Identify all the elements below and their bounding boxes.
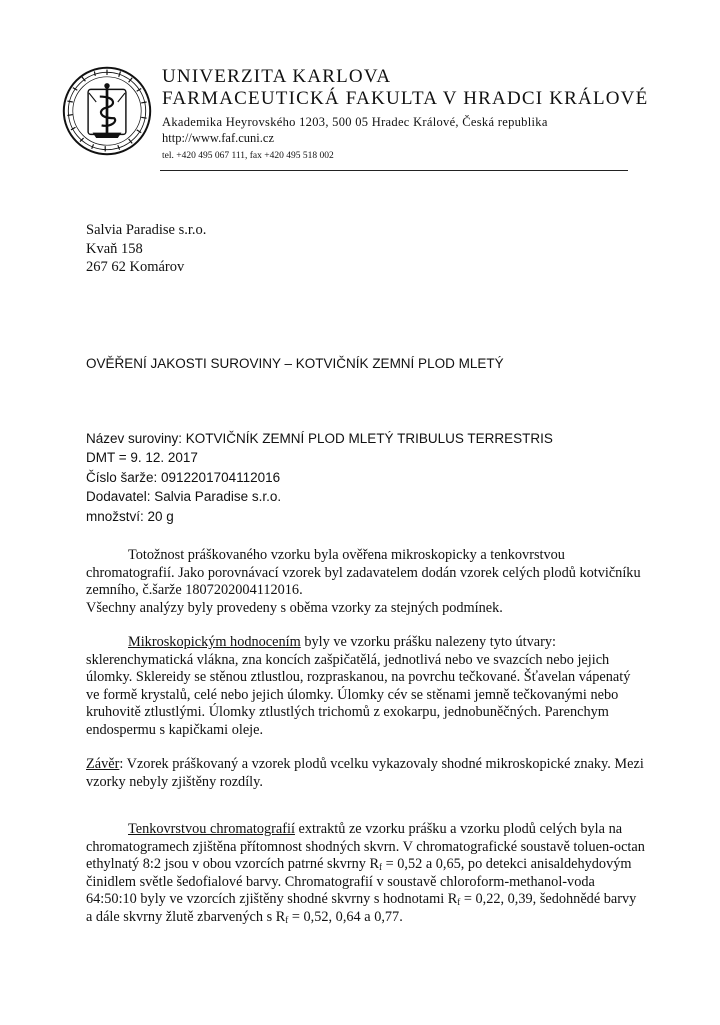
recipient-company: Salvia Paradise s.r.o.: [86, 222, 207, 238]
faculty-website: http://www.faf.cuni.cz: [162, 131, 274, 145]
material-name: Název suroviny: KOTVIČNÍK ZEMNÍ PLOD MLETÝ TRIBULUS TERRESTRIS: [86, 431, 553, 446]
material-dmt: DMT = 9. 12. 2017: [86, 450, 198, 466]
recipient-city: 267 62 Komárov: [86, 259, 185, 275]
header-divider: [160, 170, 628, 171]
rf-subscript: f: [285, 914, 289, 925]
material-info: [86, 429, 553, 526]
document-subject: OVĚŘENÍ JAKOSTI SUROVINY – KOTVIČNÍK ZEMNÍ PLOD MLETÝ: [86, 356, 504, 371]
microscopy-heading: Mikroskopickým hodnocením: [128, 634, 301, 650]
recipient-street: Kvaň 158: [86, 240, 143, 257]
university-seal-logo: [62, 66, 152, 156]
material-supplier: Dodavatel: Salvia Paradise s.r.o.: [86, 489, 282, 505]
faculty-address: Akademika Heyrovského 1203, 500 05 Hradec Králové, Česká republika: [162, 115, 548, 129]
tlc-paragraph: [86, 821, 646, 927]
conclusion-text: : Vzorek práškovaný a vzorek plodů vcelku vykazovaly shodné mikroskopické znaky. Mezi vzorky nebyly zjištěny rozdíly.: [86, 756, 644, 790]
university-name: UNIVERZITA KARLOVA: [162, 66, 392, 87]
tlc-text-4: = 0,52, 0,64 a 0,77.: [288, 908, 403, 925]
rf-subscript: f: [379, 862, 383, 873]
microscopy-text: byly ve vzorku prášku nalezeny tyto útvary: sklerenchymatická vlákna, zna koncích zašpičatělá, jednotlivá nebo ve svazcích nebo jejich úlomky. Sklereidy se stěnou ztlustlou, rozpraskanou, na povrchu tečkované. Šťavelan vápenatý ve formě krystalů, celé nebo jejich úlomky. Úlomky cév se stěnami jemně tečkovanými nebo kruhovitě ztlustlými. Úlomky ztlustlých trichomů z exokarpu, jednobuněčných. Parenchym endospermu s kapičkami oleje.: [86, 634, 631, 738]
conclusion-label: Závěr: [86, 756, 120, 772]
identity-paragraph: [86, 547, 646, 617]
identity-text: Totožnost práškovaného vzorku byla ověřena mikroskopicky a tenkovrstvou chromatografií. Jako porovnávací vzorek byl zadavatelem dodán vzorek celých plodů kotvičníku zemního, č.šarže 1807202004112016.: [86, 547, 641, 599]
recipient-address: [86, 221, 206, 277]
tlc-text-3: = 0,22, 0,39, šedohnědé barvy a dále skvrny žlutě zbarvených s R: [86, 891, 637, 925]
conclusion-paragraph: [86, 756, 646, 791]
material-quantity: množství: 20 g: [86, 508, 174, 524]
rf-subscript: f: [457, 897, 461, 908]
microscopy-paragraph: [86, 634, 646, 740]
faculty-contact: tel. +420 495 067 111, fax +420 495 518 002: [162, 151, 334, 161]
tlc-text-1: extraktů ze vzorku prášku a vzorku plodů celých byla na chromatogramech zjištěna přítomnost shodných skvrn. V chromatografické soustavě toluen-octan ethylnatý 8:2 jsou v obou vzorcích patrné skvrny R: [86, 821, 645, 873]
tlc-heading: Tenkovrstvou chromatografií: [128, 821, 295, 837]
analyses-note: Všechny analýzy byly provedeny s oběma vzorky za stejných podmínek.: [86, 599, 503, 616]
faculty-name: FARMACEUTICKÁ FAKULTA V HRADCI KRÁLOVÉ: [162, 88, 649, 109]
tlc-text-2: = 0,52 a 0,65, po detekci anisaldehydovým činidlem světle šedofialové barvy. Chromatografií v soustavě chloroform-methanol-voda 64:50:10 byly ve vzorcích zjištěny shodné skvrny s hodnotami R: [86, 856, 632, 908]
material-batch: Číslo šarže: 0912201704112016: [86, 469, 281, 485]
